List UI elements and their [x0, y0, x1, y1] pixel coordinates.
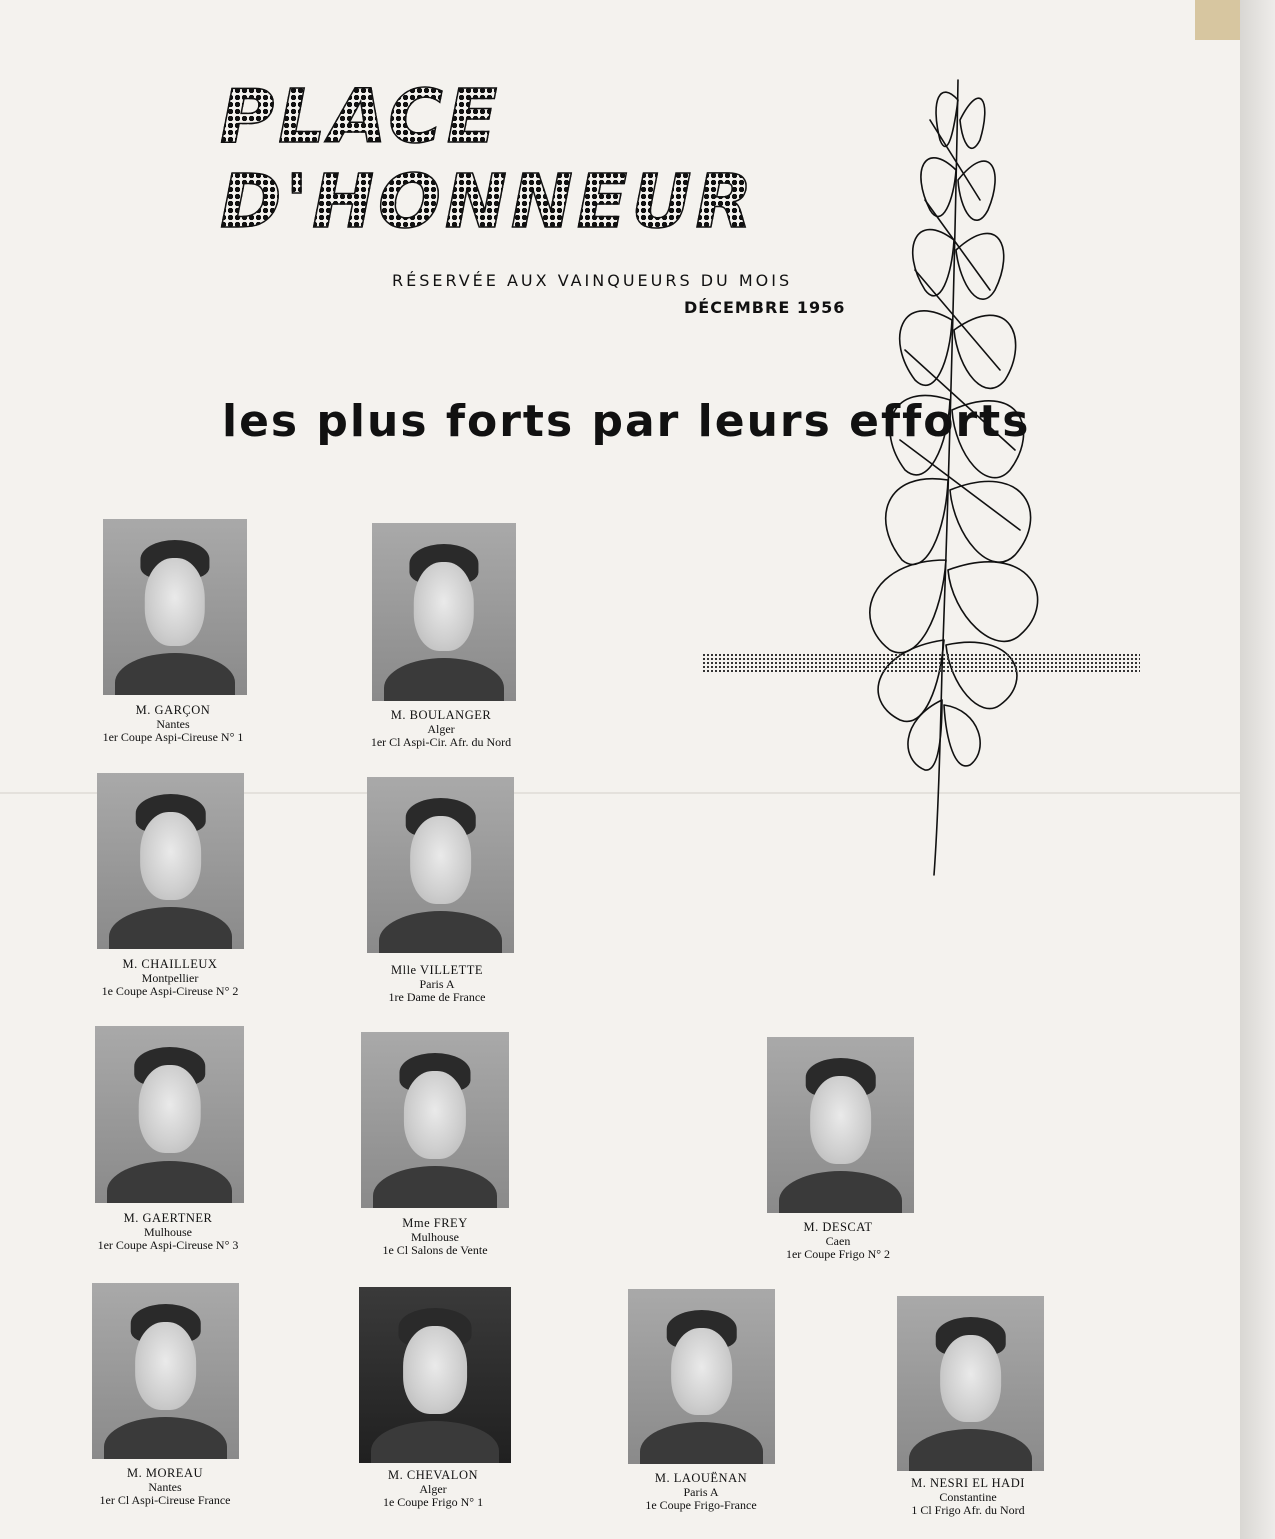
title-line-2: D'HONNEUR	[220, 159, 757, 245]
tagline: les plus forts par leurs efforts	[222, 396, 1031, 447]
portrait-photo	[97, 773, 244, 949]
winner-caption: M. GARÇON Nantes 1er Coupe Aspi-Cireuse N° 1	[102, 703, 244, 744]
winner-caption: M. CHAILLEUX Montpellier 1e Coupe Aspi-Cireuse N° 2	[101, 957, 239, 998]
winner-caption: M. NESRI EL HADI Constantine 1 Cl Frigo Afr. du Nord	[911, 1476, 1025, 1517]
halftone-bar	[702, 653, 1140, 674]
portrait-photo	[897, 1296, 1044, 1471]
subtitle: RÉSERVÉE AUX VAINQUEURS DU MOIS	[392, 271, 793, 290]
winner-caption: Mlle VILLETTE Paris A 1re Dame de France	[388, 963, 486, 1004]
portrait-photo	[367, 777, 514, 953]
portrait-photo	[95, 1026, 244, 1203]
date: DÉCEMBRE 1956	[684, 298, 846, 317]
portrait-photo	[361, 1032, 509, 1208]
portrait-photo	[372, 523, 516, 701]
portrait-photo	[359, 1287, 511, 1463]
winner-caption: M. DESCAT Caen 1er Coupe Frigo N° 2	[785, 1220, 891, 1261]
portrait-photo	[103, 519, 247, 695]
winner-caption: M. MOREAU Nantes 1er Cl Aspi-Cireuse France	[99, 1466, 231, 1507]
portrait-photo	[628, 1289, 775, 1464]
palm-branch-illustration	[830, 60, 1070, 890]
winner-caption: M. GAERTNER Mulhouse 1er Coupe Aspi-Cireuse N° 3	[97, 1211, 239, 1252]
winner-caption: M. LAOUËNAN Paris A 1e Coupe Frigo-France	[645, 1471, 757, 1512]
title-line-1: PLACE	[220, 74, 502, 160]
page-edge	[1240, 0, 1275, 1539]
winner-caption: M. BOULANGER Alger 1er Cl Aspi-Cir. Afr. du Nord	[370, 708, 512, 749]
winner-caption: M. CHEVALON Alger 1e Coupe Frigo N° 1	[382, 1468, 484, 1509]
portrait-photo	[92, 1283, 239, 1459]
portrait-photo	[767, 1037, 914, 1213]
winner-caption: Mme FREY Mulhouse 1e Cl Salons de Vente	[382, 1216, 488, 1257]
torn-corner	[1195, 0, 1240, 40]
